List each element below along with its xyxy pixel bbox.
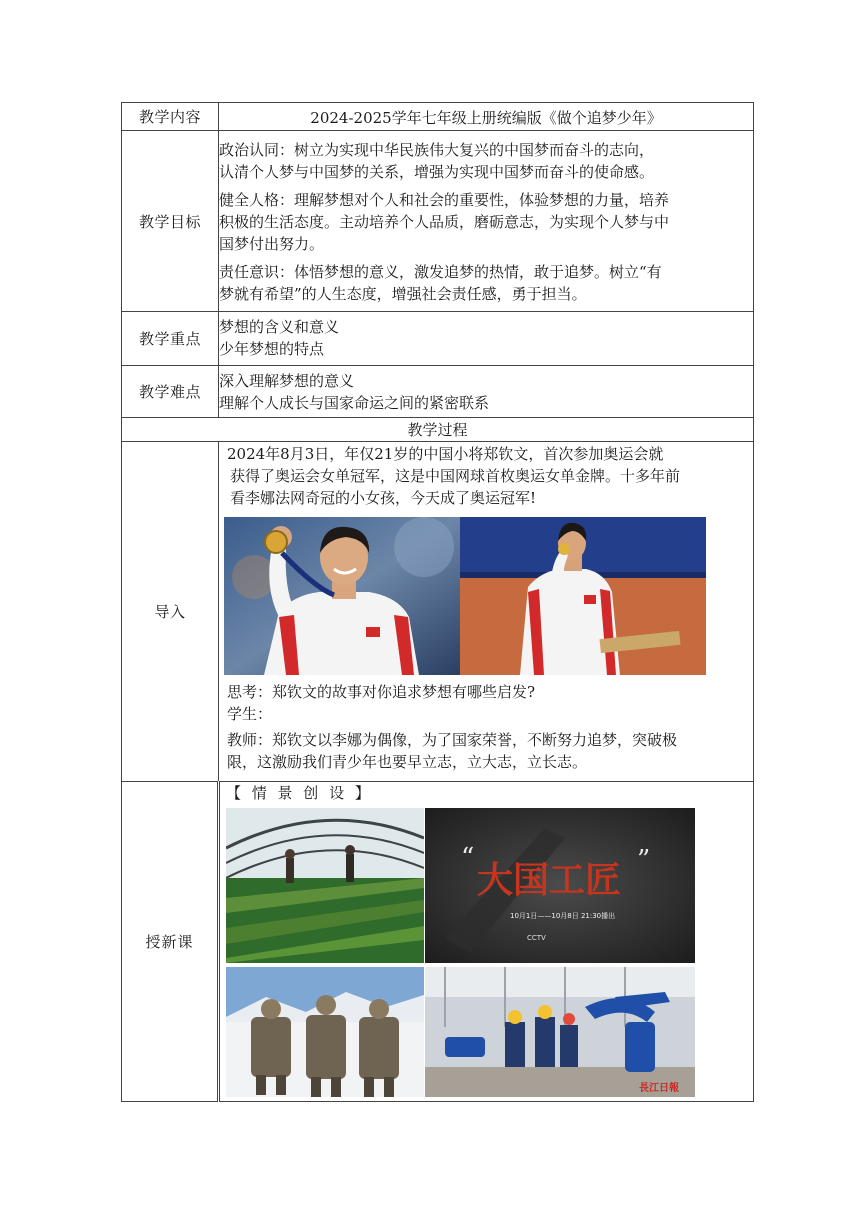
label-teaching-content: 教学内容 bbox=[122, 103, 219, 131]
news-watermark: 長江日報 bbox=[639, 1083, 679, 1094]
difficulty-item: 理解个人成长与国家命运之间的紧密联系 bbox=[219, 394, 490, 412]
intro-text-line: 获得了奥运会女单冠军，这是中国网球首枚奥运女单金牌。十多年前 bbox=[230, 467, 681, 485]
teacher-comment-line: 限，这激励我们青少年也要早立志，立大志，立长志。 bbox=[227, 753, 588, 771]
teacher-comment-line: 教师：郑钦文以李娜为偶像，为了国家荣誉，不断努力追梦，突破极 bbox=[227, 731, 678, 749]
row-teaching-goals bbox=[122, 131, 754, 312]
label-key-points: 教学重点 bbox=[122, 312, 219, 366]
row-key-points bbox=[122, 312, 754, 366]
athlete-photos bbox=[224, 517, 743, 675]
athlete-medal-photo bbox=[224, 517, 460, 675]
teaching-goals-content bbox=[219, 131, 754, 312]
course-title: 2024-2025学年七年级上册统编版《做个追梦少年》 bbox=[310, 109, 662, 127]
poster-subtitle: 10月1日——10月8日 21:30播出 bbox=[510, 912, 616, 920]
greenhouse-farmers-photo bbox=[226, 808, 424, 963]
great-craftsmen-poster bbox=[425, 808, 695, 963]
label-intro: 导入 bbox=[122, 442, 219, 782]
key-point-item: 少年梦想的特点 bbox=[219, 340, 325, 358]
student-answer: 学生： bbox=[227, 705, 273, 723]
row-intro bbox=[122, 442, 754, 782]
factory-robot-workers-photo bbox=[425, 967, 695, 1097]
intro-content bbox=[219, 442, 754, 782]
label-new-lesson: 授新课 bbox=[122, 782, 219, 1102]
key-point-item: 梦想的含义和意义 bbox=[219, 318, 340, 336]
scenario-image-grid bbox=[226, 808, 743, 1097]
think-question: 思考：郑钦文的故事对你追求梦想有哪些启发? bbox=[227, 683, 536, 701]
teaching-content-value bbox=[219, 103, 754, 131]
svg-text:“: “ bbox=[461, 843, 475, 873]
row-difficulties bbox=[122, 366, 754, 418]
goal-sound-personality: 健全人格：理解梦想对个人和社会的重要性，体验梦想的力量，培养 积极的生活态度。主动培养个人品质，磨砺意志，为实现个人梦与中 国梦付出努力。 bbox=[219, 191, 670, 253]
new-lesson-content bbox=[219, 782, 754, 1102]
cctv-logo: CCTV bbox=[527, 934, 546, 942]
intro-text-line: 2024年8月3日，年仅21岁的中国小将郑钦文，首次参加奥运会就 bbox=[227, 445, 664, 463]
row-teaching-content bbox=[122, 103, 754, 131]
goal-political-identity: 政治认同：树立为实现中华民族伟大复兴的中国梦而奋斗的志向， 认清个人梦与中国梦的关系，增强为实现中国梦而奋斗的使命感。 bbox=[219, 141, 655, 181]
label-difficulties: 教学难点 bbox=[122, 366, 219, 418]
goal-responsibility: 责任意识：体悟梦想的意义，激发追梦的热情，敢于追梦。树立“有 梦就有希望”的人生态度，增强社会责任感，勇于担当。 bbox=[219, 263, 662, 303]
difficulty-item: 深入理解梦想的意义 bbox=[219, 372, 355, 390]
border-soldiers-photo bbox=[226, 967, 424, 1097]
poster-title: 大国工匠 bbox=[477, 859, 622, 901]
key-points-content bbox=[219, 312, 754, 366]
athlete-clay-court-photo bbox=[460, 517, 706, 675]
svg-text:”: ” bbox=[637, 845, 651, 875]
scenario-heading: 【 情 景 创 设 】 bbox=[226, 784, 373, 802]
row-new-lesson bbox=[122, 782, 754, 1102]
intro-text-line: 看李娜法网奇冠的小女孩，今天成了奥运冠军! bbox=[230, 489, 537, 507]
lesson-plan-table bbox=[121, 102, 754, 1102]
difficulties-content bbox=[219, 366, 754, 418]
row-process-heading bbox=[122, 418, 754, 442]
label-teaching-goals: 教学目标 bbox=[122, 131, 219, 312]
process-heading: 教学过程 bbox=[122, 418, 754, 442]
